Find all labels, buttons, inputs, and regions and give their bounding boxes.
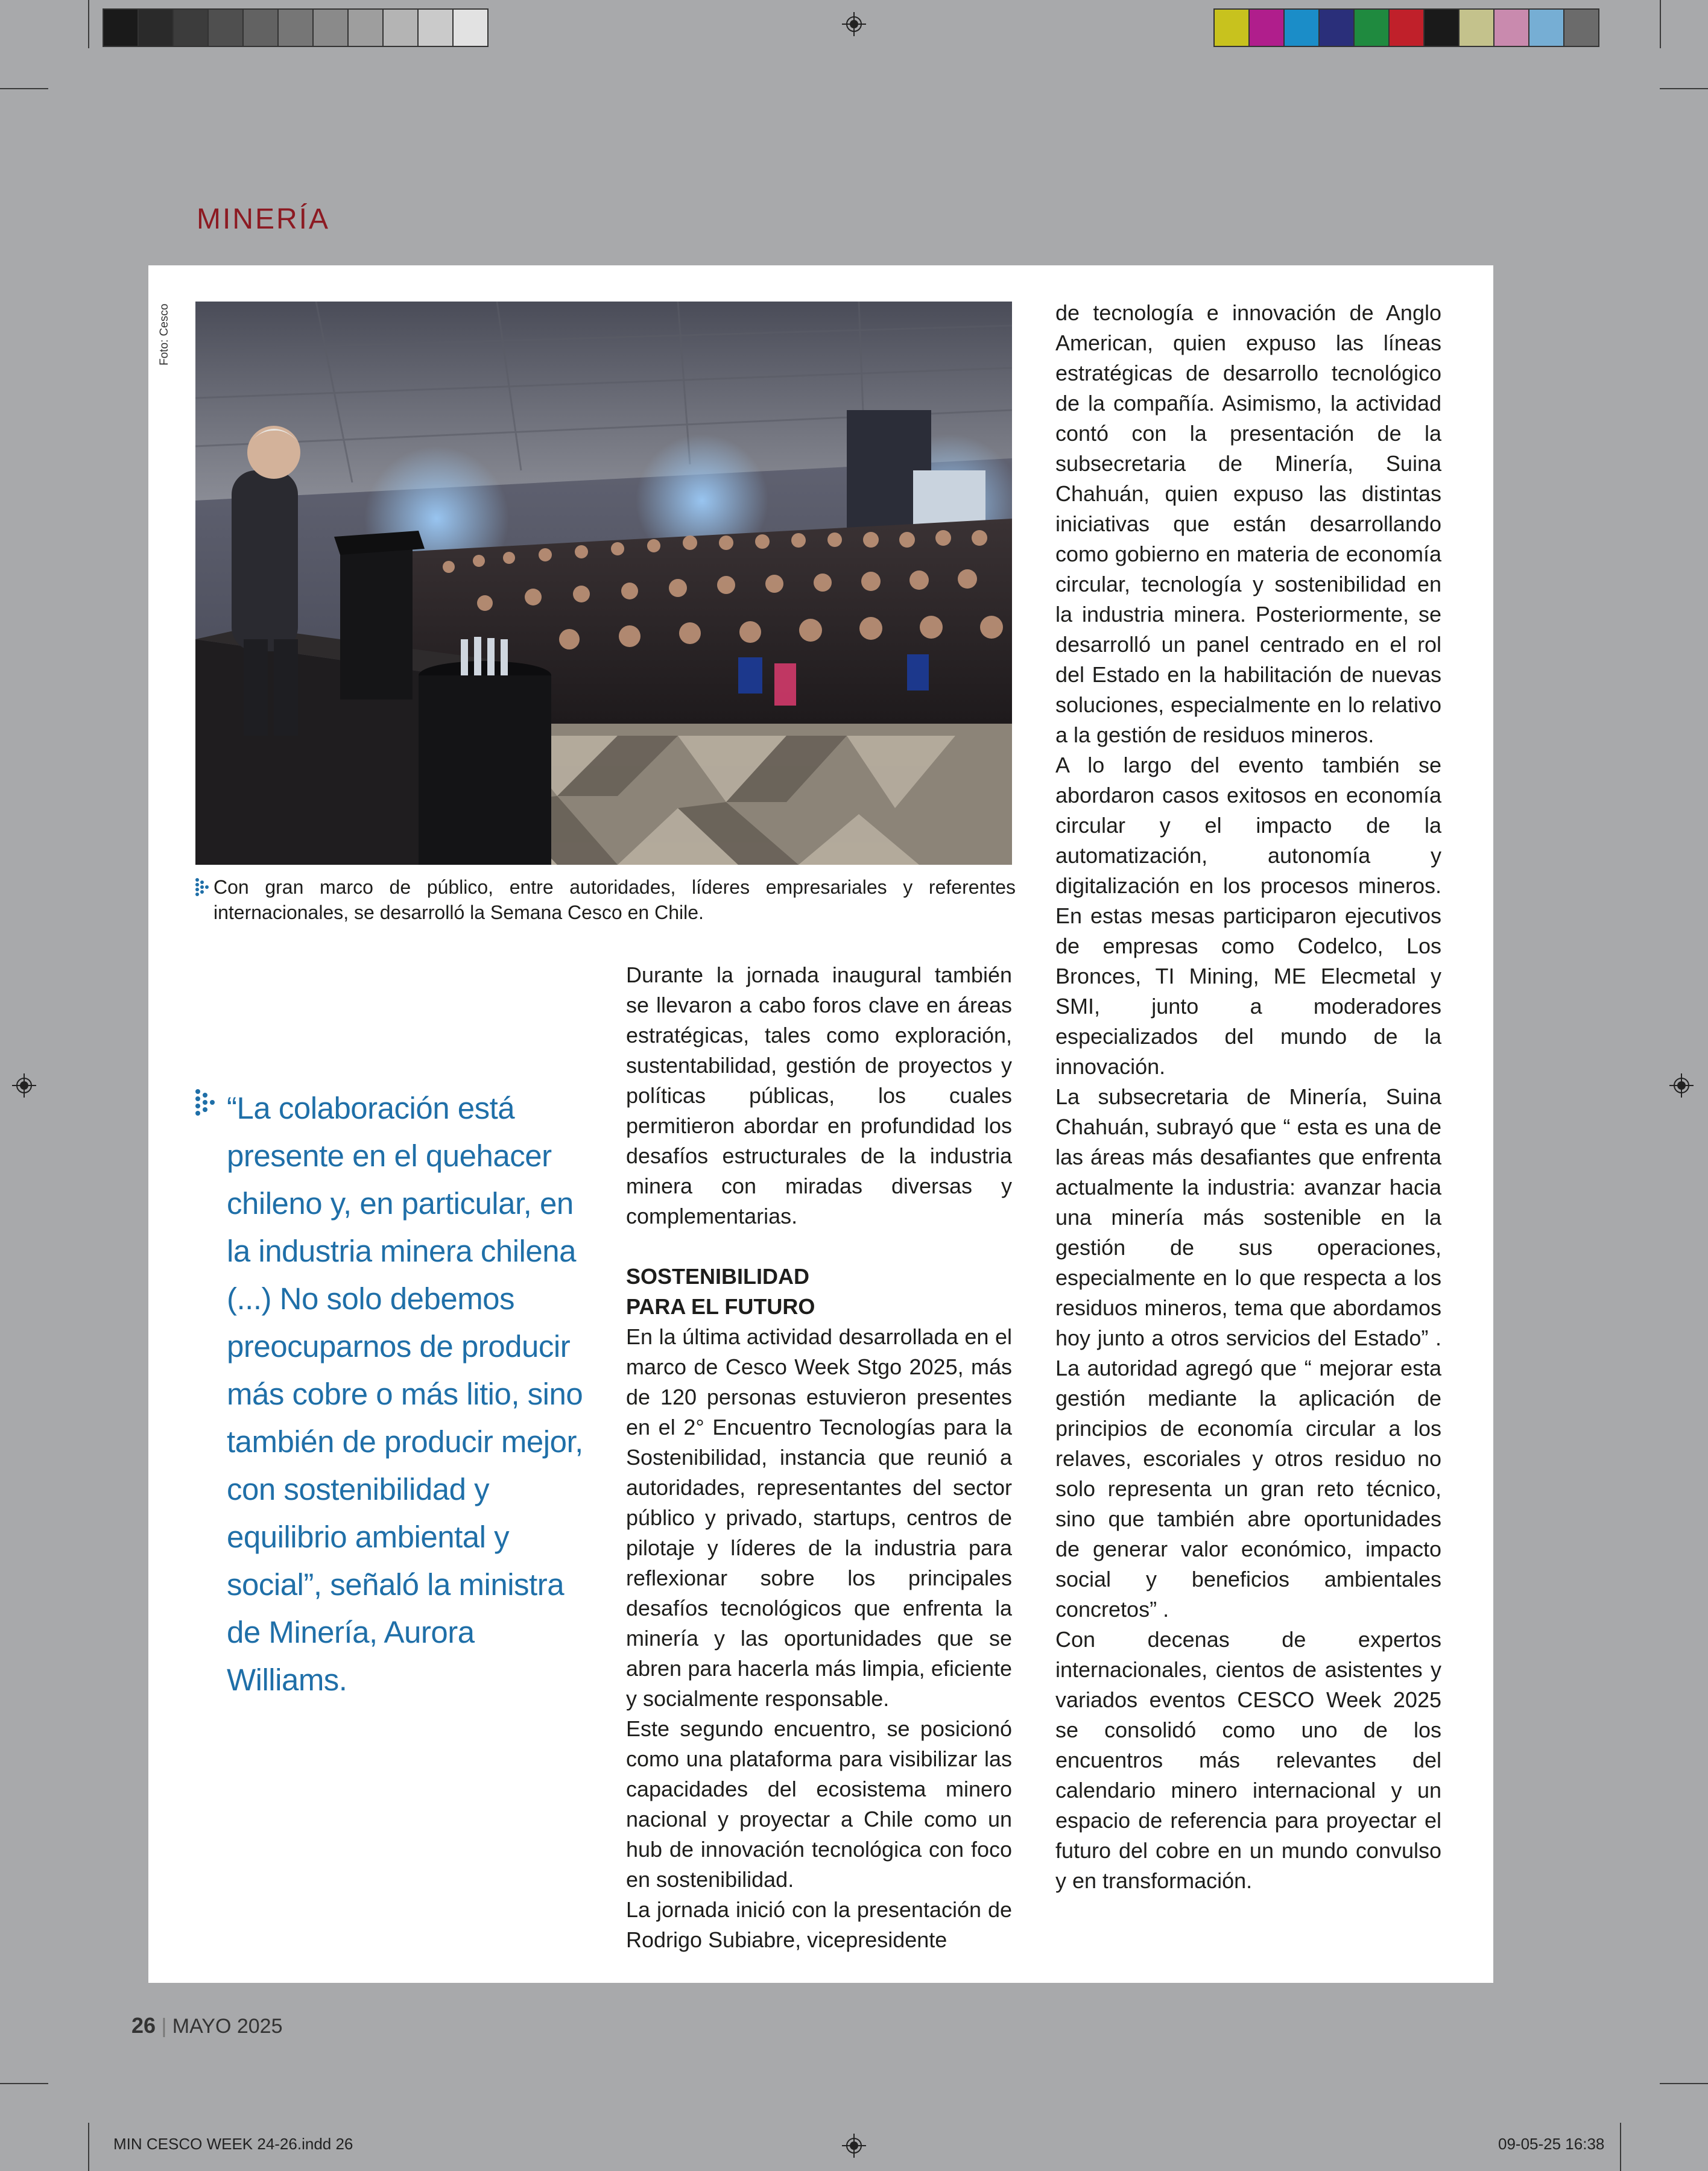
gray-swatch xyxy=(384,10,419,46)
subheading-line: PARA EL FUTURO xyxy=(626,1294,815,1319)
registration-mark-icon xyxy=(12,1073,36,1098)
gray-swatch xyxy=(314,10,349,46)
paragraph: Con decenas de expertos internacionales, cientos de asistentes y variados eventos CESCO Week 2025 se consolidó como uno de los encuentros más relevantes del calendario minero internacional y un espacio de referencia para proyectar el futuro del cobre en un mundo convulso y en transformación. xyxy=(1055,1627,1441,1893)
paragraph: A lo largo del evento también se abordaron casos exitosos en economía circular y el impacto de la automatización, autonomía y digitalización en los procesos mineros. En estas mesas participaron ejecutivos de empresas como Codelco, Los Bronces, TI Mining, ME Elecmetal y SMI, junto a moderadores especializados del mundo de la innovación. xyxy=(1055,753,1441,1079)
slug-date: 09-05-25 16:38 xyxy=(1498,2135,1605,2153)
page-footer xyxy=(131,2013,282,2038)
crop-mark xyxy=(1660,2083,1708,2084)
crop-mark xyxy=(0,88,48,89)
slug-file: MIN CESCO WEEK 24-26.indd 26 xyxy=(113,2135,353,2153)
crop-mark xyxy=(1660,88,1708,89)
article-column-2 xyxy=(626,960,1012,1955)
subheading-line: SOSTENIBILIDAD xyxy=(626,1264,810,1289)
color-swatch xyxy=(1285,10,1320,46)
color-swatch xyxy=(1250,10,1285,46)
paragraph: La jornada inició con la presentación de Rodrigo Subiabre, vicepresidente xyxy=(626,1897,1012,1952)
color-swatch xyxy=(1425,10,1460,46)
pull-quote: “La colaboración está presente en el quehacer chileno y, en particular, en la industria minera chilena (...) No solo debemos preocuparnos de producir más cobre o más litio, sino también de producir mejor, con sostenibilidad y equilibrio ambiental y social”, señaló la ministra de Minería, Aurora Williams. xyxy=(227,1091,583,1697)
color-bar xyxy=(1213,8,1599,47)
color-swatch xyxy=(1494,10,1529,46)
color-swatch xyxy=(1460,10,1494,46)
color-swatch xyxy=(1529,10,1564,46)
paragraph: La subsecretaria de Minería, Suina Chahuán, subrayó que “ esta es una de las áreas más desafiantes que enfrenta actualmente la industria: avanzar hacia una minería más sostenible en la gestión de sus operaciones, especialmente en lo que respecta a los residuos mineros, tema que abordamos hoy junto a otros servicios del Estado” . La autoridad agregó que “ mejorar esta gestión mediante la aplicación de principios de economía circular a los relaves, escoriales y otros residuo no solo representa un gran reto técnico, sino que también abre oportunidades de generar valor económico, impacto social y beneficios ambientales concretos” . xyxy=(1055,1084,1441,1622)
color-swatch xyxy=(1355,10,1390,46)
photo-caption: Con gran marco de público, entre autoridades, líderes empresariales y referentes internacionales, se desarrolló la Semana Cesco en Chile. xyxy=(214,876,1016,923)
gray-swatch xyxy=(209,10,244,46)
footer-separator: | xyxy=(161,2015,167,2038)
crop-mark xyxy=(1660,0,1661,48)
crop-mark xyxy=(88,2123,89,2171)
gray-swatch xyxy=(174,10,209,46)
quote-dots-icon xyxy=(195,1089,216,1120)
color-swatch xyxy=(1215,10,1250,46)
gray-swatch xyxy=(104,10,139,46)
paragraph: En la última actividad desarrollada en el marco de Cesco Week Stgo 2025, más de 120 personas estuvieron presentes en el 2° Encuentro Tecnologías para la Sostenibilidad, instancia que reunió a autoridades, representantes del sector público y privado, startups, centros de pilotaje y líderes de la industria para reflexionar sobre los principales desafíos tecnológicos que enfrenta la minería y las oportunidades que se abren para hacerla más limpia, eficiente y socialmente responsable. xyxy=(626,1324,1012,1711)
registration-mark-icon xyxy=(842,12,866,36)
color-swatch xyxy=(1320,10,1355,46)
gray-swatch xyxy=(244,10,279,46)
photo-credit: Foto: Cesco xyxy=(158,303,171,365)
paragraph: Este segundo encuentro, se posicionó como una plataforma para visibilizar las capacidades del ecosistema minero nacional y proyectar a Chile como un hub de innovación tecnológica con foco en sostenibilidad. xyxy=(626,1716,1012,1892)
registration-mark-icon xyxy=(1669,1073,1694,1098)
conference-hall-illustration xyxy=(195,302,1012,865)
gray-swatch xyxy=(454,10,487,46)
section-title: MINERÍA xyxy=(197,203,331,235)
gray-swatch xyxy=(279,10,314,46)
crop-mark xyxy=(1620,2123,1621,2171)
paragraph: Durante la jornada inaugural también se llevaron a cabo foros clave en áreas estratégicas, tales como exploración, sustentabilidad, gestión de proyectos y políticas públicas, los cuales permitieron abordar en profundidad los desafíos estructurales de la industria minera con miradas diversas y complementarias. xyxy=(626,962,1012,1228)
bullet-dots-icon xyxy=(195,878,211,899)
gray-swatch xyxy=(349,10,384,46)
color-swatch xyxy=(1564,10,1598,46)
issue-date: MAYO 2025 xyxy=(172,2015,283,2038)
subheading xyxy=(626,1262,1012,1322)
crop-mark xyxy=(0,2083,48,2084)
crop-mark xyxy=(88,0,89,48)
color-swatch xyxy=(1390,10,1425,46)
gray-swatch xyxy=(139,10,174,46)
registration-mark-icon xyxy=(842,2134,866,2158)
grayscale-bar xyxy=(103,8,489,47)
paragraph: de tecnología e innovación de Anglo American, quien expuso las líneas estratégicas de desarrollo tecnológico de la compañía. Asimismo, la actividad contó con la presentación de la subsecretaria de Minería, Suina Chahuán, quien expuso las distintas iniciativas que están desarrollando como gobierno en materia de economía circular, tecnología y sostenibilidad en la industria minera. Posteriormente, se desarrolló un panel centrado en el rol del Estado en la habilitación de nuevas soluciones, especialmente en lo relativo a la gestión de residuos mineros. xyxy=(1055,300,1441,747)
gray-swatch xyxy=(419,10,454,46)
page-number: 26 xyxy=(131,2013,156,2038)
event-photo xyxy=(195,302,1012,865)
article-column-3 xyxy=(1055,298,1441,1896)
